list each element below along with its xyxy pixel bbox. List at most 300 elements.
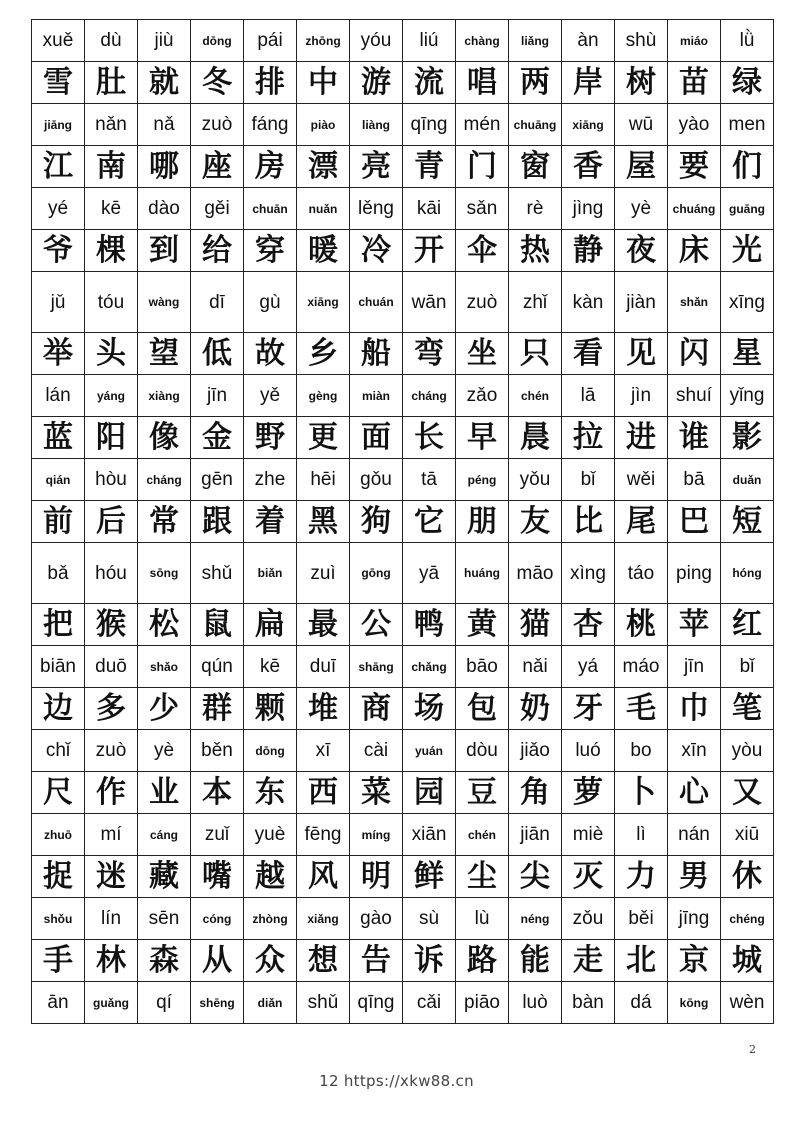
pinyin-cell: kāi [403, 188, 456, 230]
pinyin-cell: zuò [456, 272, 509, 333]
hanzi-cell: 暖 [297, 230, 350, 272]
hanzi-cell: 北 [615, 940, 668, 982]
hanzi-row [32, 604, 774, 646]
hanzi-cell: 尺 [32, 772, 85, 814]
pinyin-cell: sù [403, 898, 456, 940]
hanzi-cell: 故 [244, 333, 297, 375]
pinyin-cell: shù [615, 20, 668, 62]
pinyin-cell: piāo [456, 982, 509, 1024]
pinyin-cell: yǐng [721, 375, 774, 417]
pinyin-row [32, 104, 774, 146]
pinyin-cell: nuǎn [297, 188, 350, 230]
hanzi-cell: 手 [32, 940, 85, 982]
hanzi-cell: 两 [509, 62, 562, 104]
hanzi-cell: 扁 [244, 604, 297, 646]
pinyin-cell: lǜ [721, 20, 774, 62]
hanzi-row [32, 856, 774, 898]
hanzi-cell: 越 [244, 856, 297, 898]
hanzi-cell: 看 [562, 333, 615, 375]
pinyin-cell: lán [32, 375, 85, 417]
pinyin-cell: néng [509, 898, 562, 940]
hanzi-cell: 静 [562, 230, 615, 272]
hanzi-cell: 床 [668, 230, 721, 272]
pinyin-cell: jiàn [615, 272, 668, 333]
hanzi-cell: 长 [403, 417, 456, 459]
hanzi-cell: 冷 [350, 230, 403, 272]
hanzi-cell: 灭 [562, 856, 615, 898]
hanzi-cell: 开 [403, 230, 456, 272]
hanzi-cell: 巴 [668, 501, 721, 543]
hanzi-cell: 面 [350, 417, 403, 459]
hanzi-cell: 冬 [191, 62, 244, 104]
hanzi-cell: 着 [244, 501, 297, 543]
pinyin-cell: dī [191, 272, 244, 333]
pinyin-cell: guāng [721, 188, 774, 230]
hanzi-cell: 比 [562, 501, 615, 543]
pinyin-cell: dōng [191, 20, 244, 62]
pinyin-cell: dá [615, 982, 668, 1024]
hanzi-cell: 谁 [668, 417, 721, 459]
pinyin-cell: biǎn [244, 543, 297, 604]
hanzi-cell: 杏 [562, 604, 615, 646]
pinyin-cell: cǎi [403, 982, 456, 1024]
hanzi-cell: 场 [403, 688, 456, 730]
hanzi-cell: 夜 [615, 230, 668, 272]
hanzi-cell: 闪 [668, 333, 721, 375]
pinyin-cell: jiù [138, 20, 191, 62]
hanzi-row [32, 417, 774, 459]
pinyin-cell: nǎn [85, 104, 138, 146]
hanzi-cell: 更 [297, 417, 350, 459]
hanzi-cell: 伞 [456, 230, 509, 272]
hanzi-cell: 角 [509, 772, 562, 814]
hanzi-row [32, 62, 774, 104]
hanzi-cell: 西 [297, 772, 350, 814]
hanzi-cell: 要 [668, 146, 721, 188]
pinyin-cell: jìn [615, 375, 668, 417]
pinyin-cell: cáng [138, 814, 191, 856]
pinyin-cell: duǎn [721, 459, 774, 501]
pinyin-cell: ping [668, 543, 721, 604]
hanzi-cell: 雪 [32, 62, 85, 104]
pinyin-row [32, 188, 774, 230]
pinyin-cell: bāo [456, 646, 509, 688]
pinyin-cell: gěi [191, 188, 244, 230]
pinyin-cell: nǎi [509, 646, 562, 688]
pinyin-cell: yòu [721, 730, 774, 772]
pinyin-cell: tóu [85, 272, 138, 333]
pinyin-row [32, 814, 774, 856]
hanzi-cell: 早 [456, 417, 509, 459]
hanzi-cell: 狗 [350, 501, 403, 543]
pinyin-cell: shuí [668, 375, 721, 417]
hanzi-cell: 影 [721, 417, 774, 459]
pinyin-cell: kē [85, 188, 138, 230]
pinyin-cell: xiān [403, 814, 456, 856]
hanzi-cell: 常 [138, 501, 191, 543]
pinyin-cell: dù [85, 20, 138, 62]
hanzi-cell: 门 [456, 146, 509, 188]
pinyin-cell: yá [562, 646, 615, 688]
pinyin-cell: gào [350, 898, 403, 940]
hanzi-cell: 鼠 [191, 604, 244, 646]
hanzi-cell: 笔 [721, 688, 774, 730]
pinyin-cell: wàng [138, 272, 191, 333]
hanzi-cell: 想 [297, 940, 350, 982]
hanzi-cell: 迷 [85, 856, 138, 898]
hanzi-cell: 望 [138, 333, 191, 375]
hanzi-cell: 桃 [615, 604, 668, 646]
hanzi-cell: 前 [32, 501, 85, 543]
character-grid [31, 19, 774, 1024]
pinyin-cell: cóng [191, 898, 244, 940]
hanzi-cell: 黑 [297, 501, 350, 543]
hanzi-row [32, 230, 774, 272]
pinyin-cell: men [721, 104, 774, 146]
hanzi-cell: 松 [138, 604, 191, 646]
pinyin-cell: chuāng [509, 104, 562, 146]
pinyin-cell: xīn [668, 730, 721, 772]
hanzi-cell: 东 [244, 772, 297, 814]
pinyin-cell: zhòng [244, 898, 297, 940]
pinyin-cell: shēng [191, 982, 244, 1024]
pinyin-cell: qīng [403, 104, 456, 146]
pinyin-cell: míng [350, 814, 403, 856]
pinyin-cell: xìng [562, 543, 615, 604]
hanzi-cell: 朋 [456, 501, 509, 543]
hanzi-cell: 苗 [668, 62, 721, 104]
hanzi-cell: 热 [509, 230, 562, 272]
pinyin-cell: qí [138, 982, 191, 1024]
hanzi-cell: 尘 [456, 856, 509, 898]
pinyin-cell: jiāng [32, 104, 85, 146]
pinyin-cell: lā [562, 375, 615, 417]
hanzi-cell: 青 [403, 146, 456, 188]
hanzi-cell: 牙 [562, 688, 615, 730]
pinyin-cell: kàn [562, 272, 615, 333]
pinyin-cell: àn [562, 20, 615, 62]
pinyin-cell: rè [509, 188, 562, 230]
pinyin-cell: duī [297, 646, 350, 688]
pinyin-cell: jǔ [32, 272, 85, 333]
hanzi-cell: 林 [85, 940, 138, 982]
hanzi-cell: 船 [350, 333, 403, 375]
pinyin-cell: yáng [85, 375, 138, 417]
pinyin-cell: guǎng [85, 982, 138, 1024]
pinyin-cell: bǐ [562, 459, 615, 501]
hanzi-cell: 猴 [85, 604, 138, 646]
pinyin-cell: cài [350, 730, 403, 772]
pinyin-cell: jīn [191, 375, 244, 417]
hanzi-cell: 给 [191, 230, 244, 272]
pinyin-cell: bā [668, 459, 721, 501]
pinyin-cell: bǐ [721, 646, 774, 688]
pinyin-cell: hēi [297, 459, 350, 501]
hanzi-cell: 从 [191, 940, 244, 982]
pinyin-cell: huáng [456, 543, 509, 604]
hanzi-cell: 公 [350, 604, 403, 646]
pinyin-cell: mí [85, 814, 138, 856]
pinyin-cell: bǎ [32, 543, 85, 604]
hanzi-cell: 穿 [244, 230, 297, 272]
pinyin-cell: shǔ [191, 543, 244, 604]
hanzi-cell: 心 [668, 772, 721, 814]
pinyin-cell: hóu [85, 543, 138, 604]
pinyin-row [32, 898, 774, 940]
pinyin-cell: yóu [350, 20, 403, 62]
pinyin-cell: liàng [350, 104, 403, 146]
pinyin-cell: wèn [721, 982, 774, 1024]
pinyin-cell: lěng [350, 188, 403, 230]
hanzi-cell: 游 [350, 62, 403, 104]
pinyin-cell: yě [244, 375, 297, 417]
pinyin-cell: jiǎo [509, 730, 562, 772]
pinyin-cell: shāng [350, 646, 403, 688]
pinyin-cell: zuì [297, 543, 350, 604]
hanzi-cell: 黄 [456, 604, 509, 646]
pinyin-cell: luó [562, 730, 615, 772]
hanzi-cell: 到 [138, 230, 191, 272]
pinyin-cell: wān [403, 272, 456, 333]
pinyin-cell: qián [32, 459, 85, 501]
pinyin-cell: zuò [191, 104, 244, 146]
pinyin-cell: ān [32, 982, 85, 1024]
hanzi-cell: 头 [85, 333, 138, 375]
pinyin-cell: xiǎng [297, 898, 350, 940]
hanzi-cell: 举 [32, 333, 85, 375]
pinyin-cell: shǔ [297, 982, 350, 1024]
hanzi-cell: 毛 [615, 688, 668, 730]
pinyin-cell: máo [615, 646, 668, 688]
hanzi-cell: 尖 [509, 856, 562, 898]
hanzi-cell: 岸 [562, 62, 615, 104]
hanzi-cell: 诉 [403, 940, 456, 982]
hanzi-cell: 窗 [509, 146, 562, 188]
hanzi-cell: 绿 [721, 62, 774, 104]
hanzi-cell: 捉 [32, 856, 85, 898]
hanzi-cell: 拉 [562, 417, 615, 459]
hanzi-cell: 商 [350, 688, 403, 730]
hanzi-row [32, 940, 774, 982]
hanzi-cell: 菜 [350, 772, 403, 814]
hanzi-cell: 明 [350, 856, 403, 898]
hanzi-cell: 野 [244, 417, 297, 459]
pinyin-cell: zǎo [456, 375, 509, 417]
hanzi-cell: 阳 [85, 417, 138, 459]
pinyin-cell: chéng [721, 898, 774, 940]
hanzi-cell: 业 [138, 772, 191, 814]
pinyin-cell: yè [138, 730, 191, 772]
footer-watermark: 12 https://xkw88.cn [319, 1072, 474, 1090]
hanzi-row [32, 772, 774, 814]
pinyin-cell: māo [509, 543, 562, 604]
hanzi-cell: 晨 [509, 417, 562, 459]
pinyin-cell: xiāng [297, 272, 350, 333]
pinyin-cell: gēn [191, 459, 244, 501]
pinyin-cell: sǎn [456, 188, 509, 230]
pinyin-cell: xiāng [562, 104, 615, 146]
hanzi-cell: 本 [191, 772, 244, 814]
hanzi-cell: 就 [138, 62, 191, 104]
pinyin-cell: zhǐ [509, 272, 562, 333]
hanzi-cell: 们 [721, 146, 774, 188]
hanzi-cell: 猫 [509, 604, 562, 646]
hanzi-cell: 蓝 [32, 417, 85, 459]
pinyin-cell: lín [85, 898, 138, 940]
pinyin-cell: yé [32, 188, 85, 230]
hanzi-cell: 男 [668, 856, 721, 898]
hanzi-cell: 短 [721, 501, 774, 543]
hanzi-cell: 后 [85, 501, 138, 543]
pinyin-cell: liǎng [509, 20, 562, 62]
pinyin-cell: diǎn [244, 982, 297, 1024]
hanzi-cell: 树 [615, 62, 668, 104]
pinyin-cell: zhe [244, 459, 297, 501]
pinyin-cell: liú [403, 20, 456, 62]
hanzi-cell: 萝 [562, 772, 615, 814]
hanzi-cell: 休 [721, 856, 774, 898]
pinyin-row [32, 375, 774, 417]
pinyin-cell: duō [85, 646, 138, 688]
pinyin-cell: qún [191, 646, 244, 688]
hanzi-cell: 跟 [191, 501, 244, 543]
hanzi-cell: 红 [721, 604, 774, 646]
pinyin-cell: zuò [85, 730, 138, 772]
hanzi-cell: 光 [721, 230, 774, 272]
hanzi-row [32, 688, 774, 730]
pinyin-cell: shǎo [138, 646, 191, 688]
hanzi-cell: 棵 [85, 230, 138, 272]
pinyin-cell: běn [191, 730, 244, 772]
hanzi-cell: 把 [32, 604, 85, 646]
hanzi-cell: 少 [138, 688, 191, 730]
hanzi-cell: 坐 [456, 333, 509, 375]
pinyin-cell: zǒu [562, 898, 615, 940]
pinyin-cell: shǎn [668, 272, 721, 333]
pinyin-cell: xuě [32, 20, 85, 62]
pinyin-cell: sēn [138, 898, 191, 940]
pinyin-cell: xiū [721, 814, 774, 856]
pinyin-row [32, 543, 774, 604]
hanzi-cell: 边 [32, 688, 85, 730]
hanzi-cell: 唱 [456, 62, 509, 104]
pinyin-row [32, 646, 774, 688]
pinyin-cell: shǒu [32, 898, 85, 940]
hanzi-row [32, 146, 774, 188]
pinyin-cell: mén [456, 104, 509, 146]
hanzi-cell: 星 [721, 333, 774, 375]
pinyin-cell: nǎ [138, 104, 191, 146]
pinyin-cell: dōng [244, 730, 297, 772]
pinyin-cell: gǒu [350, 459, 403, 501]
hanzi-cell: 豆 [456, 772, 509, 814]
pinyin-cell: jīn [668, 646, 721, 688]
pinyin-cell: lì [615, 814, 668, 856]
pinyin-cell: yào [668, 104, 721, 146]
hanzi-cell: 京 [668, 940, 721, 982]
pinyin-cell: hóng [721, 543, 774, 604]
hanzi-cell: 包 [456, 688, 509, 730]
hanzi-cell: 巾 [668, 688, 721, 730]
pinyin-cell: miáo [668, 20, 721, 62]
pinyin-cell: chǐ [32, 730, 85, 772]
hanzi-cell: 肚 [85, 62, 138, 104]
pinyin-cell: běi [615, 898, 668, 940]
pinyin-cell: dòu [456, 730, 509, 772]
pinyin-cell: bo [615, 730, 668, 772]
pinyin-cell: kē [244, 646, 297, 688]
hanzi-row [32, 333, 774, 375]
pinyin-cell: cháng [403, 375, 456, 417]
pinyin-cell: miàn [350, 375, 403, 417]
pinyin-row [32, 982, 774, 1024]
pinyin-cell: qīng [350, 982, 403, 1024]
pinyin-cell: zhōng [297, 20, 350, 62]
hanzi-cell: 又 [721, 772, 774, 814]
pinyin-cell: xī [297, 730, 350, 772]
hanzi-cell: 座 [191, 146, 244, 188]
pinyin-row [32, 459, 774, 501]
hanzi-cell: 最 [297, 604, 350, 646]
pinyin-cell: chén [456, 814, 509, 856]
hanzi-cell: 弯 [403, 333, 456, 375]
pinyin-cell: chuān [244, 188, 297, 230]
pinyin-cell: hòu [85, 459, 138, 501]
hanzi-row [32, 501, 774, 543]
hanzi-cell: 森 [138, 940, 191, 982]
hanzi-cell: 爷 [32, 230, 85, 272]
hanzi-cell: 流 [403, 62, 456, 104]
hanzi-cell: 中 [297, 62, 350, 104]
pinyin-cell: wěi [615, 459, 668, 501]
hanzi-cell: 见 [615, 333, 668, 375]
pinyin-cell: yuán [403, 730, 456, 772]
hanzi-cell: 尾 [615, 501, 668, 543]
hanzi-cell: 风 [297, 856, 350, 898]
pinyin-cell: cháng [138, 459, 191, 501]
pinyin-cell: miè [562, 814, 615, 856]
pinyin-cell: kōng [668, 982, 721, 1024]
hanzi-cell: 友 [509, 501, 562, 543]
hanzi-cell: 鲜 [403, 856, 456, 898]
hanzi-cell: 路 [456, 940, 509, 982]
hanzi-cell: 像 [138, 417, 191, 459]
pinyin-row [32, 20, 774, 62]
pinyin-cell: xīng [721, 272, 774, 333]
hanzi-cell: 多 [85, 688, 138, 730]
hanzi-cell: 屋 [615, 146, 668, 188]
hanzi-cell: 众 [244, 940, 297, 982]
hanzi-cell: 园 [403, 772, 456, 814]
hanzi-cell: 只 [509, 333, 562, 375]
hanzi-cell: 颗 [244, 688, 297, 730]
hanzi-cell: 金 [191, 417, 244, 459]
pinyin-cell: biān [32, 646, 85, 688]
hanzi-cell: 亮 [350, 146, 403, 188]
pinyin-cell: péng [456, 459, 509, 501]
hanzi-cell: 香 [562, 146, 615, 188]
pinyin-cell: yè [615, 188, 668, 230]
hanzi-cell: 嘴 [191, 856, 244, 898]
pinyin-cell: táo [615, 543, 668, 604]
pinyin-cell: lù [456, 898, 509, 940]
pinyin-cell: chǎng [403, 646, 456, 688]
hanzi-cell: 走 [562, 940, 615, 982]
hanzi-cell: 低 [191, 333, 244, 375]
pinyin-cell: yǒu [509, 459, 562, 501]
pinyin-cell: chàng [456, 20, 509, 62]
hanzi-cell: 进 [615, 417, 668, 459]
